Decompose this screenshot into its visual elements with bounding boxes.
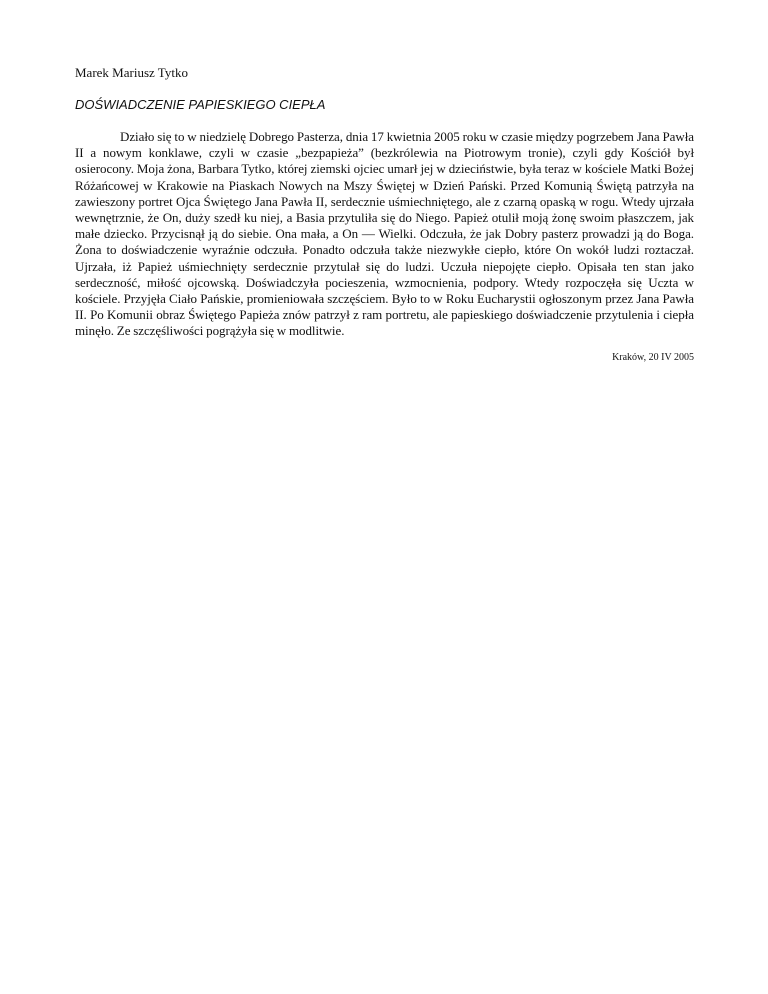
body-paragraph: Działo się to w niedzielę Dobrego Pasterza, dnia 17 kwietnia 2005 roku w czasie między pogrzebem Jana Pawła II a nowym konklawe, czyli w czasie „bezpapieża” (bezkrólewia na Piotrowym tronie), czyli gdy Kościół był osierocony. Moja żona, Barbara Tytko, której ziemski ojciec umarł jej w dzieciństwie, była teraz w kościele Matki Bożej Różańcowej w Krakowie na Piaskach Nowych na Mszy Świętej w Dzień Pański. Przed Komunią Świętą patrzyła na zawieszony portret Ojca Świętego Jana Pawła II, serdecznie uśmiechniętego, ale z czarną opaską w rogu. Wtedy ujrzała wewnętrznie, że On, duży szedł ku niej, a Basia przytuliła się do Niego. Papież otulił moją żonę swoim płaszczem, jak małe dziecko. Przycisnął ją do siebie. Ona mała, a On — Wielki. Odczuła, że jak Dobry pasterz prowadzi ją do Boga. Żona to doświadczenie wyraźnie odczuła. Ponadto odczuła także niezwykłe ciepło, które On wokół ludzi roztaczał. Ujrzała, iż Papież uśmiechnięty serdecznie przytulał się do ludzi. Uczuła niepojęte ciepło. Opisała ten stan jako serdeczność, miłość ojcowską. Doświadczyła pocieszenia, wzmocnienia, podpory. Wtedy rozpoczęła się Uczta w kościele. Przyjęła Ciało Pańskie, promieniowała szczęściem. Było to w Roku Eucharystii ogłoszonym przez Jana Pawła II. Po Komunii obraz Świętego Papieża znów patrzył z ram portretu, ale papieskiego doświadczenie przytulenia i ciepła minęło. Ze szczęśliwości pogrążyła się w modlitwie. (75, 129, 694, 339)
author-name: Marek Mariusz Tytko (75, 65, 188, 80)
document-title: DOŚWIADCZENIE PAPIESKIEGO CIEPŁA (75, 97, 326, 112)
place-and-date: Kraków, 20 IV 2005 (612, 352, 694, 363)
